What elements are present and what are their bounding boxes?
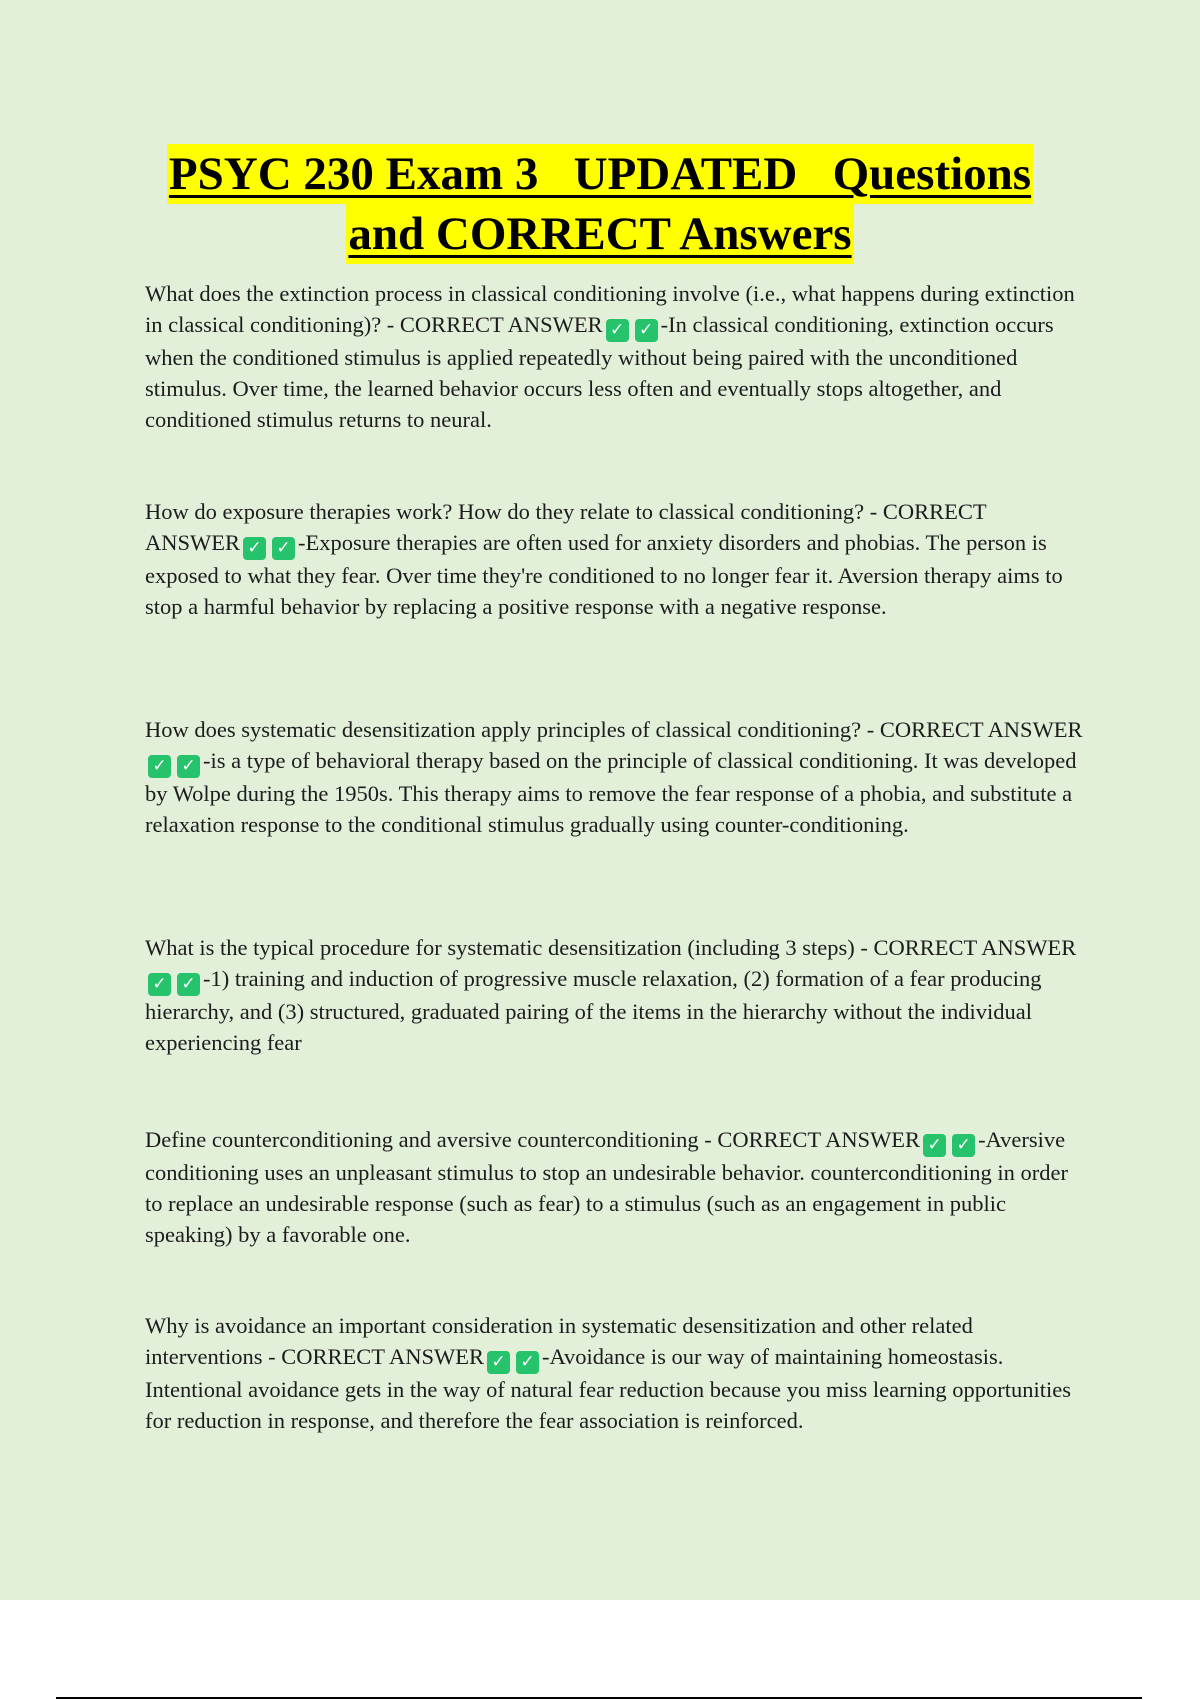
question-text: What does the extinction process in classical conditioning involve (i.e., what happens during extinction in classical conditioning)? - CORRECT ANSWER (145, 281, 1075, 337)
bottom-divider (56, 1697, 1142, 1699)
question-text: What is the typical procedure for systematic desensitization (including 3 steps) - CORRECT ANSWER (145, 935, 1077, 960)
question-text: How does systematic desensitization apply principles of classical conditioning? - CORRECT ANSWER (145, 717, 1083, 742)
check-icon: ✓ (635, 319, 658, 342)
check-icon: ✓ (952, 1134, 975, 1157)
check-icon: ✓ (177, 973, 200, 996)
check-icon: ✓ (487, 1351, 510, 1374)
document-title (0, 144, 1200, 264)
check-icon: ✓ (148, 755, 171, 778)
check-icon: ✓ (516, 1351, 539, 1374)
answer-text: -Avoidance is our way of maintaining homeostasis. Intentional avoidance gets in the way of natural fear reduction because you miss learning opportunities for reduction in response, and therefore the fear association is reinforced. (145, 1344, 1071, 1433)
title-line-2: and CORRECT Answers (346, 204, 853, 264)
title-line-1: PSYC 230 Exam 3 UPDATED Questions (167, 144, 1033, 204)
answer-text: -is a type of behavioral therapy based on the principle of classical conditioning. It was developed by Wolpe during the 1950s. This therapy aims to remove the fear response of a phobia, and substitute a relaxation response to the conditional stimulus gradually using counter-conditioning. (145, 748, 1077, 837)
check-icon: ✓ (606, 319, 629, 342)
qa-item-6 (145, 1310, 1085, 1436)
qa-item-2 (145, 496, 1085, 622)
check-icon: ✓ (272, 537, 295, 560)
check-icon: ✓ (148, 973, 171, 996)
answer-text: -1) training and induction of progressive muscle relaxation, (2) formation of a fear producing hierarchy, and (3) structured, graduated pairing of the items in the hierarchy without the individual experiencing fear (145, 966, 1042, 1055)
check-icon: ✓ (243, 537, 266, 560)
qa-item-4 (145, 932, 1085, 1058)
check-icon: ✓ (923, 1134, 946, 1157)
question-text: Define counterconditioning and aversive counterconditioning - CORRECT ANSWER (145, 1127, 921, 1152)
answer-text: -Exposure therapies are often used for anxiety disorders and phobias. The person is exposed to what they fear. Over time they're conditioned to no longer fear it. Aversion therapy aims to stop a harmful behavior by replacing a positive response with a negative response. (145, 530, 1063, 619)
qa-item-1 (145, 278, 1085, 435)
qa-item-3 (145, 714, 1085, 840)
question-text: Why is avoidance an important consideration in systematic desensitization and other related interventions - CORRECT ANSWER (145, 1313, 973, 1369)
answer-text: -In classical conditioning, extinction occurs when the conditioned stimulus is applied repeatedly without being paired with the unconditioned stimulus. Over time, the learned behavior occurs less often and eventually stops altogether, and conditioned stimulus returns to neural. (145, 312, 1054, 432)
answer-text: -Aversive conditioning uses an unpleasant stimulus to stop an undesirable behavior. counterconditioning in order to replace an undesirable response (such as fear) to a stimulus (such as an engagement in public speaking) by a favorable one. (145, 1127, 1068, 1247)
check-icon: ✓ (177, 755, 200, 778)
qa-item-5 (145, 1124, 1085, 1250)
question-text: How do exposure therapies work? How do they relate to classical conditioning? - CORRECT ANSWER (145, 499, 987, 555)
